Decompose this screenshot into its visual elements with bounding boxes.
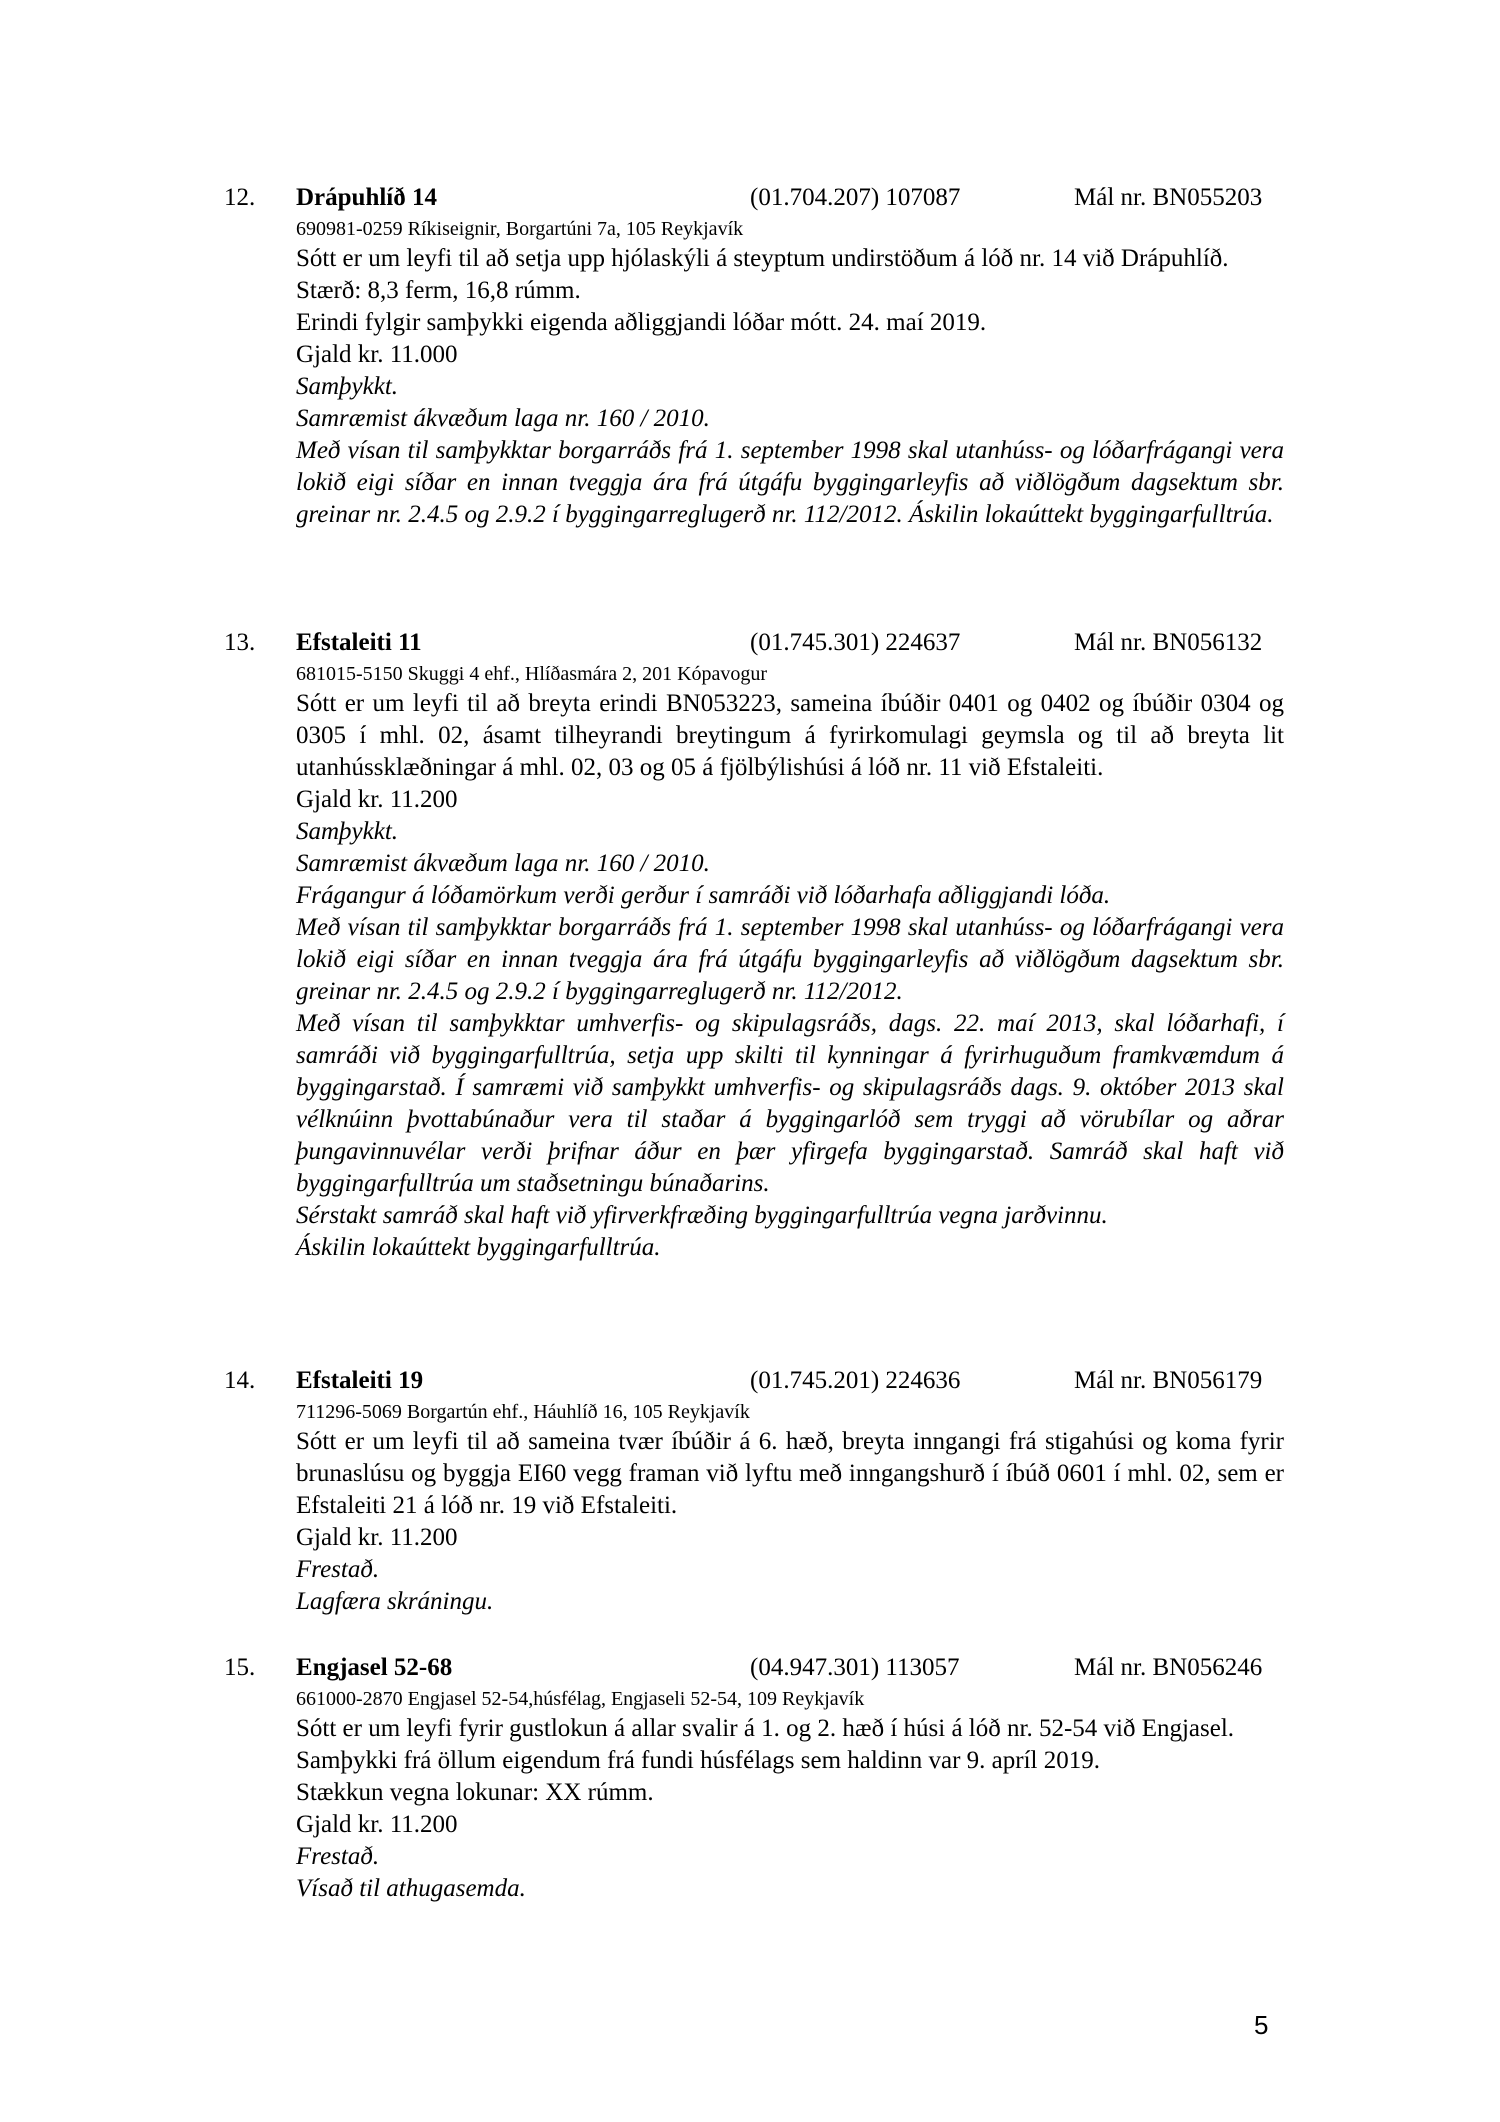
detail-line: Stækkun vegna lokunar: XX rúmm. <box>296 1779 654 1806</box>
note: Með vísan til samþykktar borgarráðs frá 1. september 1998 skal utanhúss- og lóðarfrágangi vera lokið eigi síðar en innan tveggja ára frá útgáfu byggingarleyfis að viðlögðum dagsektum sbr. greinar nr. 2.4.5 og 2.9.2 í byggingarreglugerð nr. 112/2012. <box>296 914 1284 1005</box>
entry-number: 13. <box>224 629 256 656</box>
entry-header <box>224 1651 1284 1685</box>
case-entry <box>224 626 1284 1264</box>
case-number: Mál nr. BN056246 <box>1074 1654 1263 1681</box>
detail-line: Erindi fylgir samþykki eigenda aðliggjandi lóðar mótt. 24. maí 2019. <box>296 309 987 336</box>
applicant: 681015-5150 Skuggi 4 ehf., Hlíðasmára 2, 201 Kópavogur <box>296 663 768 685</box>
fee-line: Gjald kr. 11.200 <box>296 1524 458 1551</box>
fee-line: Gjald kr. 11.200 <box>296 786 458 813</box>
note: Frágangur á lóðamörkum verði gerður í samráði við lóðarhafa aðliggjandi lóða. <box>296 882 1111 909</box>
property-name: Drápuhlíð 14 <box>296 184 438 211</box>
decision: Samþykkt. <box>296 373 399 400</box>
entry-body <box>296 243 1284 531</box>
detail-line: Stærð: 8,3 ferm, 16,8 rúmm. <box>296 277 581 304</box>
description: Sótt er um leyfi til að breyta erindi BN053223, sameina íbúðir 0401 og 0402 og íbúðir 0304 og 0305 í mhl. 02, ásamt tilheyrandi breytingum á fyrirkomulagi geymsla og til að breyta lit utanhússklæðningar á mhl. 02, 03 og 05 á fjölbýlishúsi á lóð nr. 11 við Efstaleiti. <box>296 690 1284 781</box>
property-name: Engjasel 52-68 <box>296 1654 453 1681</box>
entry-header <box>224 1364 1284 1398</box>
entry-header <box>224 181 1284 215</box>
property-name: Efstaleiti 19 <box>296 1367 424 1394</box>
entry-body <box>296 1426 1284 1618</box>
decision: Samþykkt. <box>296 818 399 845</box>
note: Samræmist ákvæðum laga nr. 160 / 2010. <box>296 850 710 877</box>
fee-line: Gjald kr. 11.200 <box>296 1811 458 1838</box>
case-number: Mál nr. BN056179 <box>1074 1367 1263 1394</box>
applicant: 690981-0259 Ríkiseignir, Borgartúni 7a, 105 Reykjavík <box>296 218 744 240</box>
note: Samræmist ákvæðum laga nr. 160 / 2010. <box>296 405 710 432</box>
note: Sérstakt samráð skal haft við yfirverkfræðing byggingarfulltrúa vegna jarðvinnu. <box>296 1202 1108 1229</box>
property-code: (01.704.207) 107087 <box>750 184 961 211</box>
case-number: Mál nr. BN055203 <box>1074 184 1263 211</box>
case-entry <box>224 1651 1284 1905</box>
entry-number: 12. <box>224 184 256 211</box>
decision: Frestað. <box>296 1556 380 1583</box>
description: Sótt er um leyfi til að setja upp hjólaskýli á steyptum undirstöðum á lóð nr. 14 við Drápuhlíð. <box>296 245 1229 272</box>
entry-body <box>296 1713 1284 1905</box>
description: Sótt er um leyfi til að sameina tvær íbúðir á 6. hæð, breyta inngangi frá stigahúsi og koma fyrir brunaslúsu og byggja EI60 vegg framan við lyftu með inngangshurð í íbúð 0601 í mhl. 02, sem er Efstaleiti 21 á lóð nr. 19 við Efstaleiti. <box>296 1428 1284 1519</box>
note: Með vísan til samþykktar borgarráðs frá 1. september 1998 skal utanhúss- og lóðarfrágangi vera lokið eigi síðar en innan tveggja ára frá útgáfu byggingarleyfis að viðlögðum dagsektum sbr. greinar nr. 2.4.5 og 2.9.2 í byggingarreglugerð nr. 112/2012. Áskilin lokaúttekt byggingarfulltrúa. <box>296 437 1284 528</box>
detail-line: Samþykki frá öllum eigendum frá fundi húsfélags sem haldinn var 9. apríl 2019. <box>296 1747 1100 1774</box>
note: Áskilin lokaúttekt byggingarfulltrúa. <box>296 1234 661 1261</box>
property-code: (01.745.201) 224636 <box>750 1367 961 1394</box>
case-number: Mál nr. BN056132 <box>1074 629 1263 656</box>
page-number: 5 <box>1254 2010 1269 2040</box>
case-entry <box>224 1364 1284 1618</box>
description: Sótt er um leyfi fyrir gustlokun á allar svalir á 1. og 2. hæð í húsi á lóð nr. 52-54 við Engjasel. <box>296 1715 1235 1742</box>
note: Vísað til athugasemda. <box>296 1875 526 1902</box>
property-code: (01.745.301) 224637 <box>750 629 961 656</box>
entry-number: 15. <box>224 1654 256 1681</box>
property-name: Efstaleiti 11 <box>296 629 422 656</box>
decision: Frestað. <box>296 1843 380 1870</box>
entry-number: 14. <box>224 1367 256 1394</box>
applicant: 711296-5069 Borgartún ehf., Háuhlíð 16, 105 Reykjavík <box>296 1401 750 1423</box>
note: Lagfæra skráningu. <box>296 1588 494 1615</box>
entry-header <box>224 626 1284 660</box>
property-code: (04.947.301) 113057 <box>750 1654 960 1681</box>
applicant: 661000-2870 Engjasel 52-54,húsfélag, Engjaseli 52-54, 109 Reykjavík <box>296 1688 865 1710</box>
case-entry <box>224 181 1284 531</box>
note: Með vísan til samþykktar umhverfis- og skipulagsráðs, dags. 22. maí 2013, skal lóðarhafi, í samráði við byggingarfulltrúa, setja upp skilti til kynningar á fyrirhuguðum framkvæmdum á byggingarstað. Í samræmi við samþykkt umhverfis- og skipulagsráðs dags. 9. október 2013 skal vélknúinn þvottabúnaður vera til staðar á byggingarlóð sem tryggi að vörubílar og aðrar þungavinnuvélar verði þrifnar áður en þær yfirgefa byggingarstað. Samráð skal haft við byggingarfulltrúa um staðsetningu búnaðarins. <box>296 1010 1284 1197</box>
entry-body <box>296 688 1284 1264</box>
fee-line: Gjald kr. 11.000 <box>296 341 458 368</box>
